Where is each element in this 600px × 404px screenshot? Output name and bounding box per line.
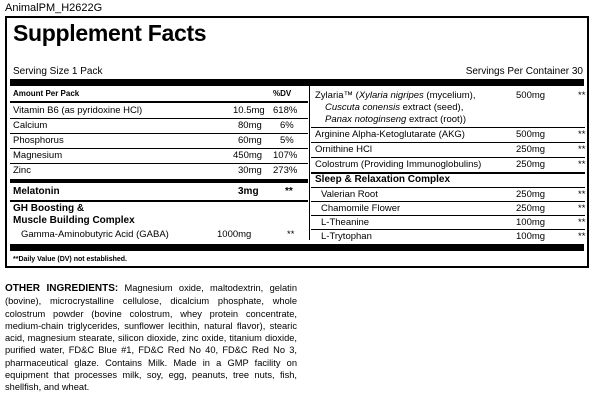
other-ingredients	[5, 282, 297, 394]
zylaria-dv: **	[578, 90, 586, 101]
row-rule	[311, 157, 585, 158]
other-ingredients-label: OTHER INGREDIENTS:	[5, 283, 119, 294]
gaba-dv: **	[287, 229, 295, 240]
row-amount: 450mg	[233, 150, 263, 161]
supplement-facts-panel	[5, 16, 589, 268]
row-amount: 100mg	[516, 217, 546, 228]
row-dv: 107%	[273, 150, 298, 161]
gh-complex-title-1: GH Boosting &	[13, 203, 85, 214]
row-amount: 250mg	[516, 189, 546, 200]
row-amount: 500mg	[516, 129, 546, 140]
row-dv: **	[578, 159, 586, 170]
row-name: Vitamin B6 (as pyridoxine HCl)	[13, 105, 143, 116]
row-name: Phosphorus	[13, 135, 64, 146]
row-name: Calcium	[13, 120, 48, 131]
row-dv: 273%	[273, 165, 298, 176]
row-dv: **	[578, 144, 586, 155]
row-name: Arginine Alpha-Ketoglutarate (AKG)	[315, 129, 465, 140]
product-code: AnimalPM_H2622G	[5, 2, 103, 14]
gaba-name: Gamma-Aminobutyric Acid (GABA)	[21, 229, 169, 240]
zylaria-line-1: Zylaria™ (Xylaria nigripes (mycelium),	[315, 90, 476, 101]
row-amount: 80mg	[238, 120, 262, 131]
footer-thick-bar	[10, 244, 584, 251]
section-bar	[10, 200, 308, 202]
header-thick-bar	[10, 79, 584, 86]
row-amount: 60mg	[238, 135, 262, 146]
row-dv: 6%	[280, 120, 294, 131]
row-name: L-Theanine	[321, 217, 370, 228]
row-amount: 100mg	[516, 231, 546, 242]
melatonin-name: Melatonin	[13, 186, 60, 197]
row-rule	[10, 148, 308, 149]
row-rule	[311, 127, 585, 128]
melatonin-dv: **	[285, 186, 293, 197]
row-dv: **	[578, 129, 586, 140]
row-rule	[311, 142, 585, 143]
header-rule	[10, 101, 308, 103]
section-bar	[10, 179, 308, 183]
gaba-amount: 1000mg	[217, 229, 252, 240]
row-name: Magnesium	[13, 150, 63, 161]
zylaria-amount: 500mg	[516, 90, 546, 101]
row-amount: 30mg	[238, 165, 262, 176]
row-rule	[311, 215, 585, 216]
row-name: Chamomile Flower	[321, 203, 401, 214]
other-ingredients-text: Magnesium oxide, maltodextrin, gelatin (bovine), microcrystalline cellulose, dicalcium phosphate, whole colostrum powder (bovine colostrum, whey protein concentrate, medium-chain triglycerides, sunflower lecithin, natural flavor), stearic acid, magnesium stearate, silicon dioxide, zinc oxide, titanium dioxide, purified water, FD&C Blue #1, FD&C Red No 40, FD&C Red No 3, pharmaceutical glaze. Contains Milk. Made in a GMP facility on equipment that processes milk, soy, egg, peanuts, tree nuts, fish, shellfish, and wheat.	[5, 283, 297, 393]
amount-per-pack-header: Amount Per Pack	[13, 89, 80, 98]
serving-size: Serving Size 1 Pack	[13, 66, 103, 77]
row-name: Colostrum (Providing Immunoglobulins)	[315, 159, 482, 170]
row-rule	[10, 133, 308, 134]
sleep-complex-title: Sleep & Relaxation Complex	[315, 174, 451, 185]
zylaria-line-3: Panax notoginseng extract (root))	[325, 114, 466, 125]
panel-title: Supplement Facts	[13, 20, 207, 46]
row-amount: 10.5mg	[233, 105, 265, 116]
row-dv: **	[578, 203, 586, 214]
row-amount: 250mg	[516, 159, 546, 170]
row-amount: 250mg	[516, 144, 546, 155]
zylaria-line-2: Cuscuta conensis extract (seed),	[325, 102, 464, 113]
dv-footnote: **Daily Value (DV) not established.	[13, 256, 127, 263]
row-rule	[10, 118, 308, 119]
row-dv: **	[578, 217, 586, 228]
column-divider	[309, 86, 310, 240]
row-dv: **	[578, 189, 586, 200]
row-rule	[10, 163, 308, 164]
melatonin-amount: 3mg	[238, 186, 259, 197]
row-name: L-Trytophan	[321, 231, 372, 242]
servings-per-container: Servings Per Container 30	[465, 66, 583, 77]
row-dv: 618%	[273, 105, 298, 116]
row-name: Zinc	[13, 165, 31, 176]
row-rule	[311, 201, 585, 202]
dv-header: %DV	[273, 89, 292, 98]
gh-complex-title-2: Muscle Building Complex	[13, 215, 135, 226]
row-dv: **	[578, 231, 586, 242]
row-name: Valerian Root	[321, 189, 378, 200]
row-dv: 5%	[280, 135, 294, 146]
row-rule	[311, 187, 585, 188]
row-name: Ornithine HCl	[315, 144, 373, 155]
row-amount: 250mg	[516, 203, 546, 214]
row-rule	[311, 229, 585, 230]
